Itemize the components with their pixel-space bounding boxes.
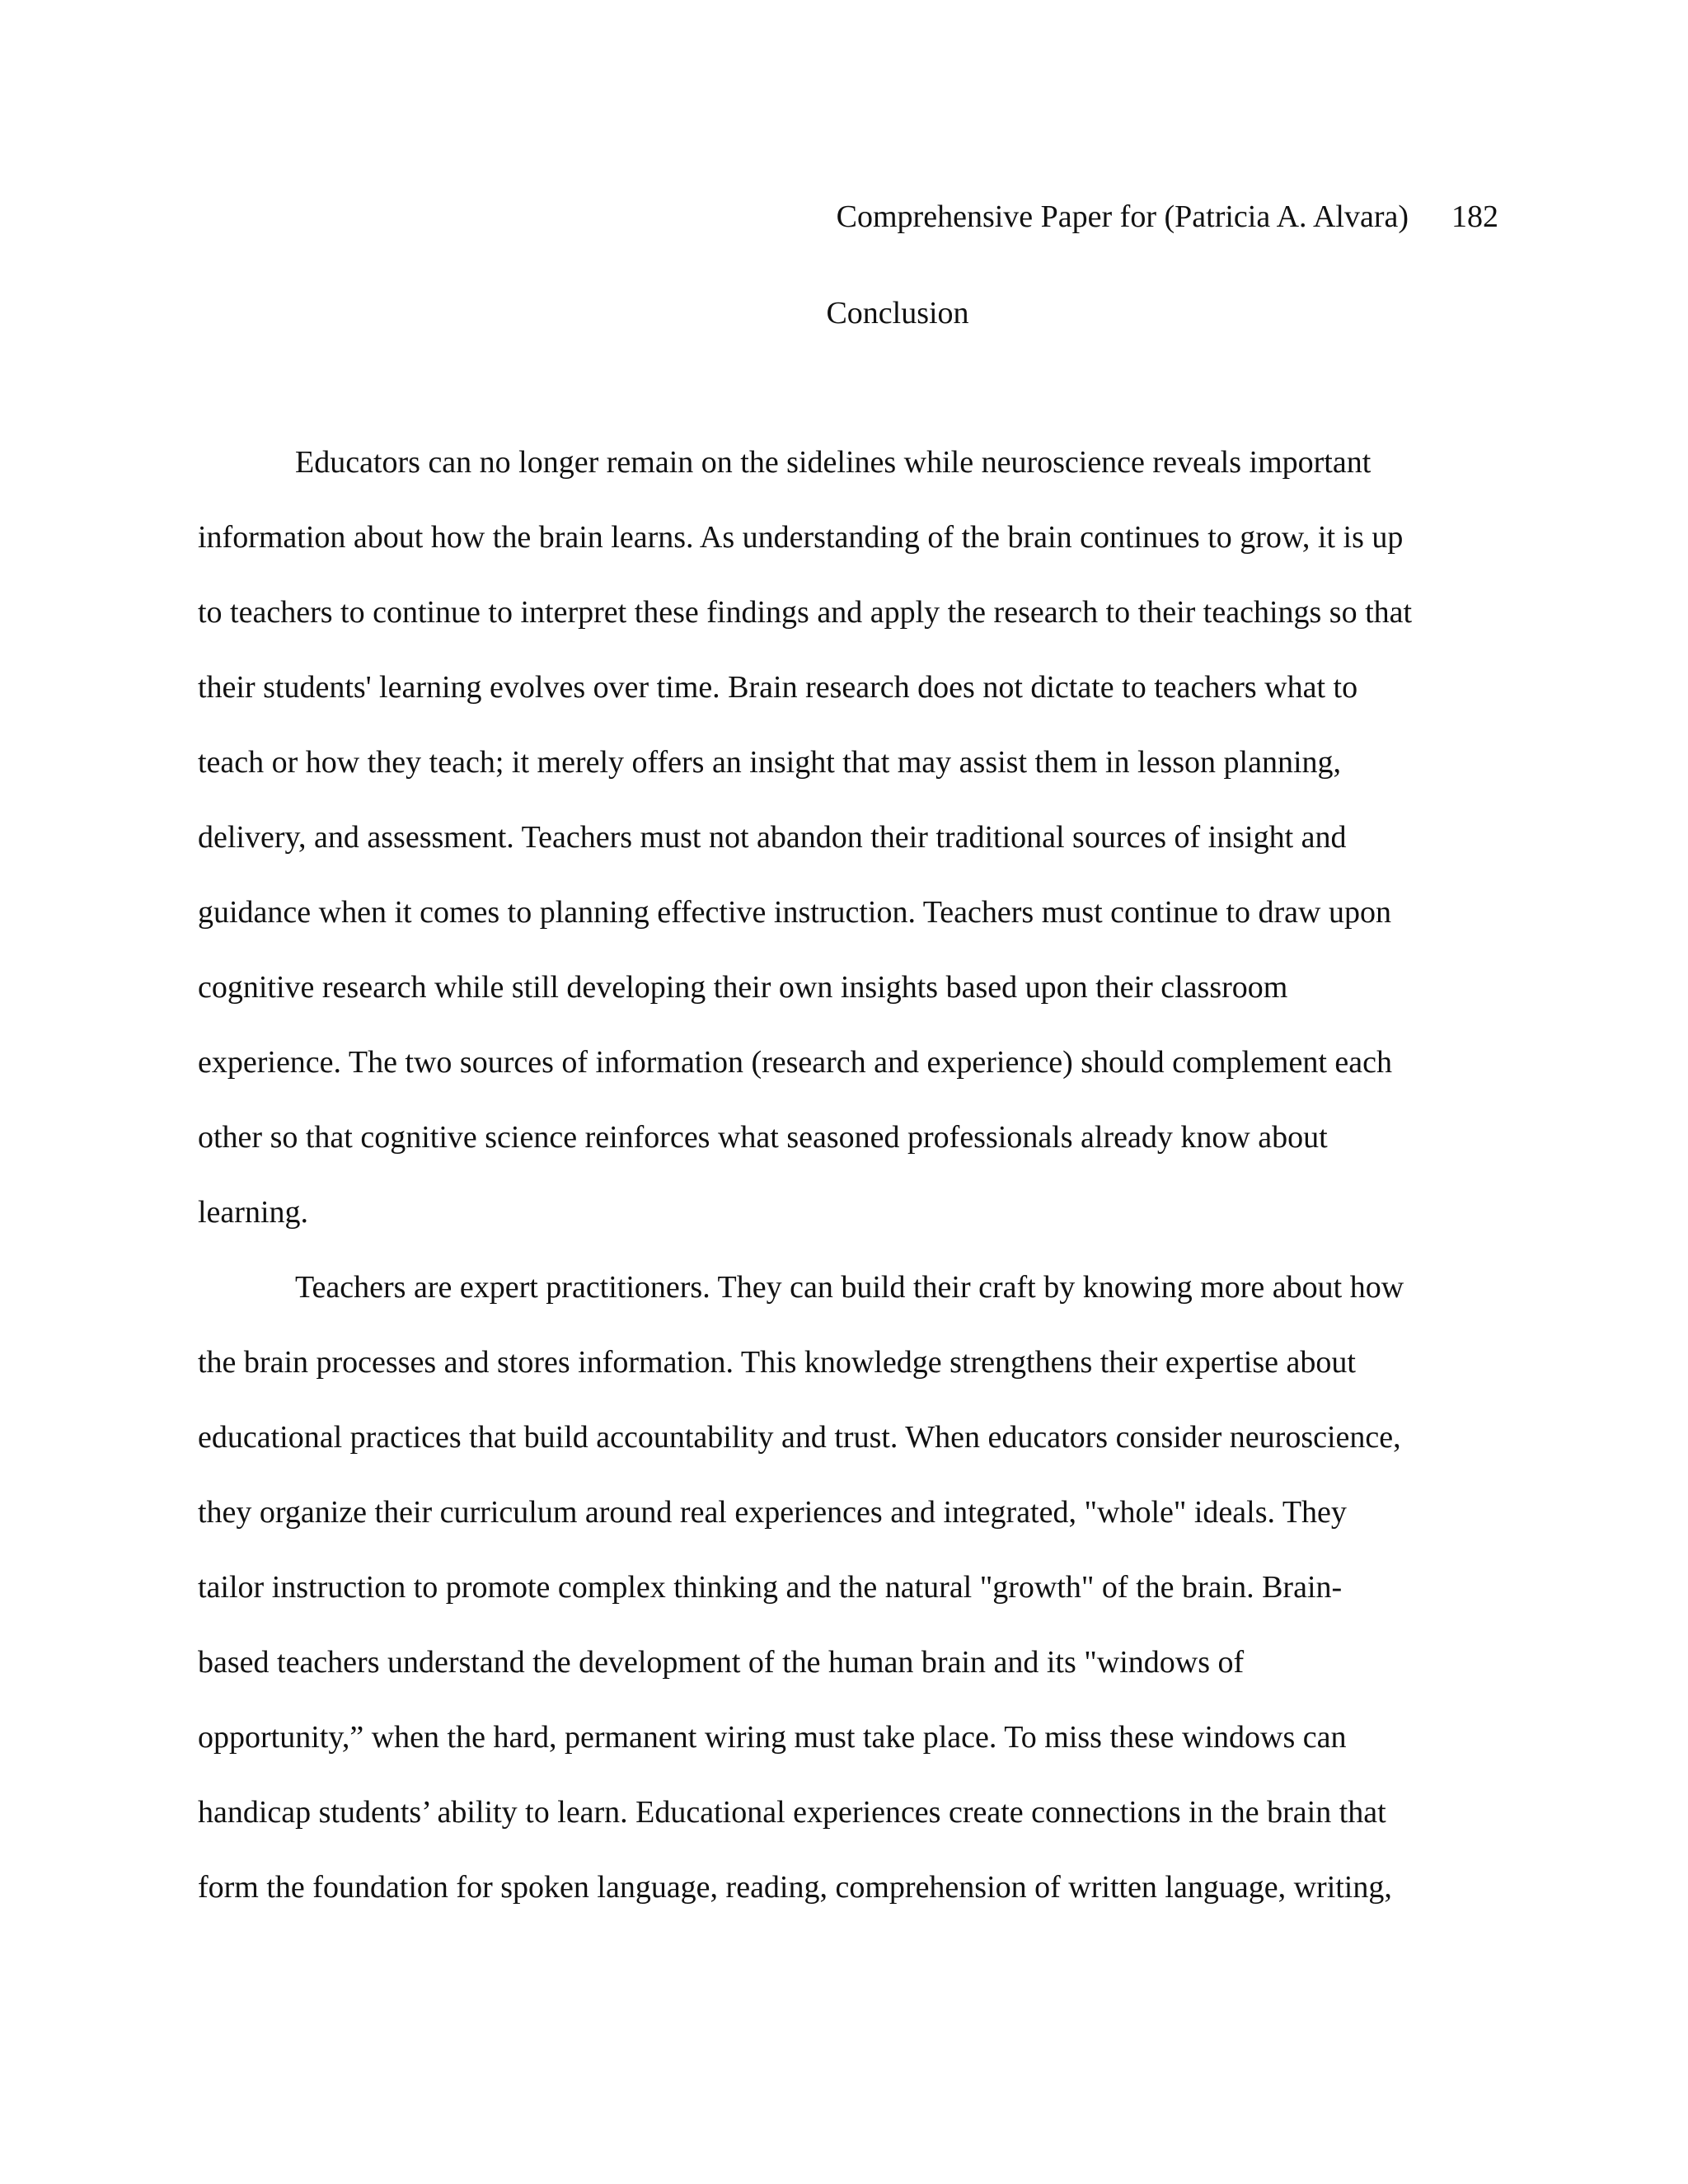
paragraph-line: Teachers are expert practitioners. They can build their craft by knowing more about how [295, 1270, 1404, 1305]
paragraph-line: Educators can no longer remain on the sidelines while neuroscience reveals important [295, 445, 1372, 480]
paragraph-line: information about how the brain learns. As understanding of the brain continues to grow, it is up [198, 520, 1404, 555]
paragraph-line: guidance when it comes to planning effective instruction. Teachers must continue to draw upon [198, 895, 1391, 930]
paragraph-line: experience. The two sources of information (research and experience) should complement each [198, 1045, 1393, 1080]
running-title: Comprehensive Paper for (Patricia A. Alvara) [836, 199, 1409, 234]
page-number: 182 [1451, 199, 1498, 234]
paragraph-line: based teachers understand the development of the human brain and its "windows of [198, 1645, 1245, 1680]
paragraph-line: form the foundation for spoken language, reading, comprehension of written language, writing, [198, 1870, 1392, 1905]
paragraph-line: their students' learning evolves over time. Brain research does not dictate to teachers what to [198, 670, 1358, 705]
paragraph-line: learning. [198, 1195, 309, 1230]
section-heading: Conclusion [826, 296, 969, 330]
paragraph-line: opportunity,” when the hard, permanent wiring must take place. To miss these windows can [198, 1720, 1347, 1755]
paragraph-line: cognitive research while still developing their own insights based upon their classroom [198, 970, 1288, 1005]
paragraph-line: educational practices that build accountability and trust. When educators consider neuroscience, [198, 1420, 1401, 1455]
paragraph-line: the brain processes and stores information. This knowledge strengthens their expertise about [198, 1345, 1356, 1380]
paragraph-line: they organize their curriculum around real experiences and integrated, "whole" ideals. They [198, 1495, 1347, 1530]
paragraph-line: teach or how they teach; it merely offers an insight that may assist them in lesson planning, [198, 745, 1342, 780]
paragraph-line: tailor instruction to promote complex thinking and the natural "growth" of the brain. Brain- [198, 1570, 1343, 1605]
paragraph-line: to teachers to continue to interpret these findings and apply the research to their teachings so that [198, 595, 1413, 630]
paragraph-line: delivery, and assessment. Teachers must not abandon their traditional sources of insight and [198, 820, 1347, 855]
running-head [837, 194, 1498, 239]
paragraph-line: other so that cognitive science reinforces what seasoned professionals already know about [198, 1120, 1328, 1155]
paragraph-line: handicap students’ ability to learn. Educational experiences create connections in the brain that [198, 1795, 1386, 1830]
